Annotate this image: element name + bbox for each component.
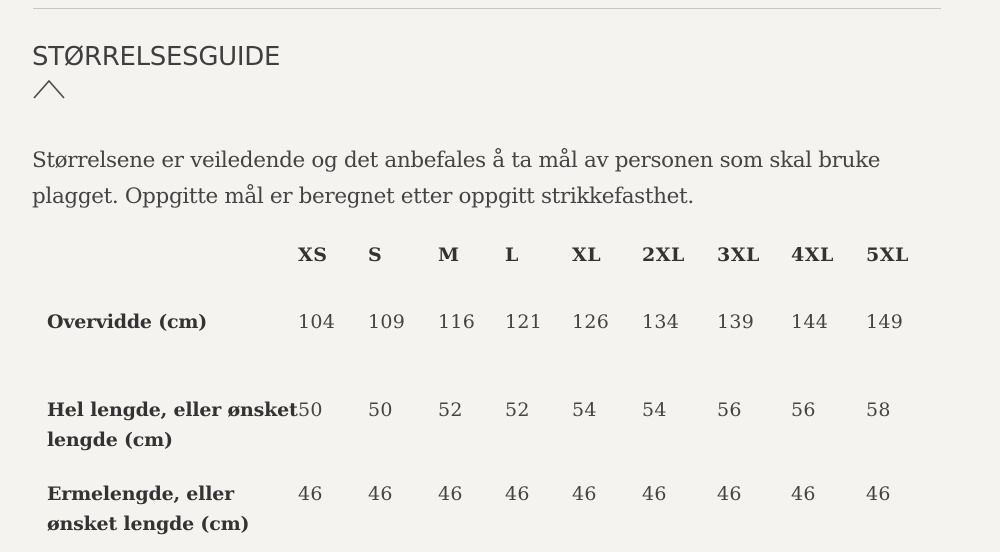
size-header-2xl: 2XL <box>642 244 685 266</box>
table-cell: 56 <box>791 399 816 421</box>
collapse-toggle[interactable] <box>33 78 67 100</box>
row-label: Ermelengde, eller ønsket lengde (cm) <box>47 483 250 535</box>
size-header-empty <box>32 232 298 300</box>
row-label: Overvidde (cm) <box>47 311 208 333</box>
table-cell: 46 <box>572 483 597 505</box>
table-cell: 52 <box>505 399 530 421</box>
table-cell: 46 <box>866 483 891 505</box>
table-row <box>32 389 946 479</box>
table-cell: 139 <box>717 311 755 333</box>
table-cell: 54 <box>572 399 597 421</box>
table-cell: 144 <box>791 311 829 333</box>
table-cell: 104 <box>298 311 336 333</box>
size-header-m: M <box>438 244 460 266</box>
table-cell: 116 <box>438 311 476 333</box>
table-cell: 46 <box>505 483 530 505</box>
table-cell: 52 <box>438 399 463 421</box>
size-header-l: L <box>505 244 519 266</box>
table-cell: 46 <box>642 483 667 505</box>
table-cell: 46 <box>791 483 816 505</box>
size-header-row <box>32 232 946 300</box>
table-cell: 121 <box>505 311 543 333</box>
table-cell: 109 <box>368 311 406 333</box>
table-cell: 54 <box>642 399 667 421</box>
chevron-up-icon <box>33 78 67 100</box>
table-row <box>32 479 946 539</box>
table-cell: 46 <box>298 483 323 505</box>
table-cell: 46 <box>438 483 463 505</box>
size-header-xs: XS <box>298 244 328 266</box>
size-header-5xl: 5XL <box>866 244 909 266</box>
size-guide-title[interactable]: STØRRELSESGUIDE <box>32 42 281 72</box>
table-cell: 134 <box>642 311 680 333</box>
size-table <box>32 232 946 539</box>
size-header-xl: XL <box>572 244 602 266</box>
table-cell: 46 <box>717 483 742 505</box>
size-header-3xl: 3XL <box>717 244 760 266</box>
table-cell: 149 <box>866 311 904 333</box>
table-cell: 50 <box>368 399 393 421</box>
size-guide-intro: Størrelsene er veiledende og det anbefales å ta mål av personen som skal bruke plagget. Oppgitte mål er beregnet etter oppgitt strikkefasthet. <box>32 148 881 209</box>
table-cell: 58 <box>866 399 891 421</box>
table-cell: 126 <box>572 311 610 333</box>
size-header-s: S <box>368 244 383 266</box>
table-cell: 56 <box>717 399 742 421</box>
section-divider <box>33 8 941 9</box>
size-header-4xl: 4XL <box>791 244 834 266</box>
row-label: Hel lengde, eller ønsket lengde (cm) <box>47 399 298 451</box>
table-row <box>32 300 946 389</box>
table-cell: 46 <box>368 483 393 505</box>
table-cell: 50 <box>298 399 323 421</box>
